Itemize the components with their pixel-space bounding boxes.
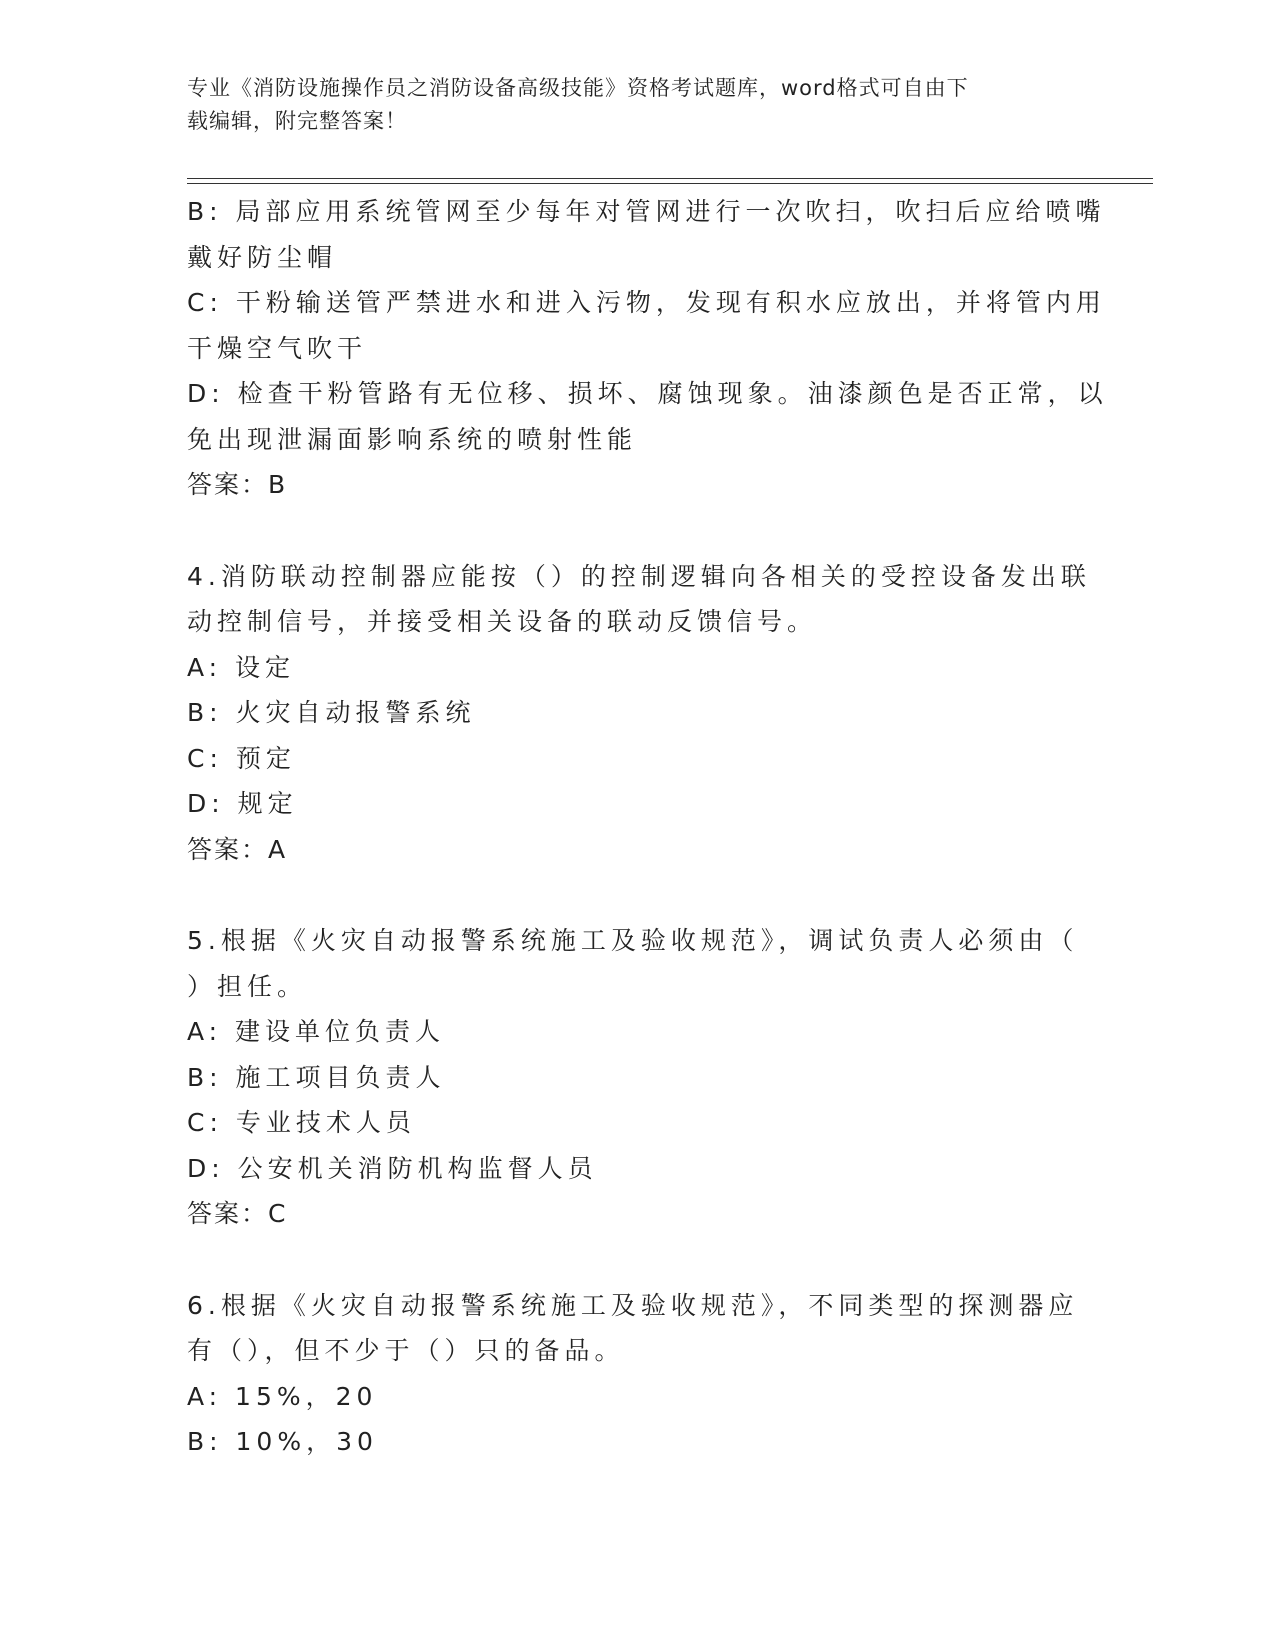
option-a: A: 设定 xyxy=(187,652,296,682)
option-a: A: 建设单位负责人 xyxy=(187,1017,446,1046)
spacer xyxy=(187,508,1087,554)
answer-line: 答案：C xyxy=(187,1199,288,1228)
answer-line: 答案：A xyxy=(187,834,288,864)
question-stem-line-2: 动控制信号，并接受相关设备的联动反馈信号。 xyxy=(187,607,818,636)
option-b: B: 10%，30 xyxy=(187,1427,378,1456)
option-d: D: 规定 xyxy=(187,789,298,818)
spacer xyxy=(187,872,1087,918)
option-c: C: 预定 xyxy=(187,743,296,773)
option-b: B: 火灾自动报警系统 xyxy=(187,698,476,727)
option-b-line-2: 戴好防尘帽 xyxy=(187,242,338,272)
option-d-line-2: 免出现泄漏面影响系统的喷射性能 xyxy=(187,424,638,454)
header-divider-bottom xyxy=(187,183,1153,184)
header-line-1: 专业《消防设施操作员之消防设备高级技能》资格考试题库，word格式可自由下 xyxy=(187,76,969,100)
question-stem-line-1: 5.根据《火灾自动报警系统施工及验收规范》，调试负责人必须由（ xyxy=(187,926,1079,955)
previous-question-options xyxy=(187,189,1108,508)
question-stem-line-2: ）担任。 xyxy=(187,971,308,1001)
header-divider-top xyxy=(187,178,1153,179)
question-stem-line-1: 4.消防联动控制器应能按（）的控制逻辑向各相关的受控设备发出联 xyxy=(187,561,1091,591)
spacer xyxy=(187,1237,1087,1283)
question-stem-line-2: 有（），但不少于（）只的备品。 xyxy=(187,1336,625,1365)
option-c-line-1: C: 干粉输送管严禁进水和进入污物，发现有积水应放出，并将管内用 xyxy=(187,288,1106,317)
document-header xyxy=(187,72,1067,138)
option-a: A: 15%，20 xyxy=(187,1381,378,1411)
option-d: D: 公安机关消防机构监督人员 xyxy=(187,1153,598,1183)
option-b-line-1: B: 局部应用系统管网至少每年对管网进行一次吹扫，吹扫后应给喷嘴 xyxy=(187,197,1106,226)
question-stem-line-1: 6.根据《火灾自动报警系统施工及验收规范》，不同类型的探测器应 xyxy=(187,1290,1079,1320)
answer-line: 答案：B xyxy=(187,470,288,499)
option-c-line-2: 干燥空气吹干 xyxy=(187,333,368,363)
option-b: B: 施工项目负责人 xyxy=(187,1062,446,1092)
option-d-line-1: D: 检查干粉管路有无位移、损坏、腐蚀现象。油漆颜色是否正常，以 xyxy=(187,379,1108,408)
question-5 xyxy=(187,918,1087,1237)
question-6 xyxy=(187,1283,1087,1465)
question-content xyxy=(187,189,1108,1465)
question-4 xyxy=(187,554,1091,873)
header-line-2: 载编辑，附完整答案！ xyxy=(187,109,407,133)
option-c: C: 专业技术人员 xyxy=(187,1108,416,1137)
